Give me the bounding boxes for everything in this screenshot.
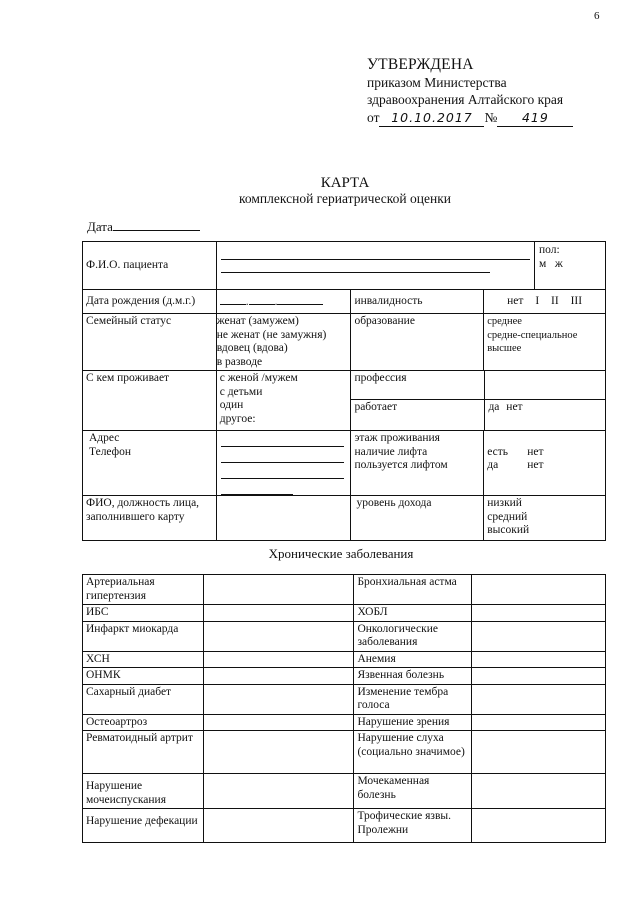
page-number: 6 bbox=[594, 10, 600, 22]
chronic-disease-label: Нарушение слуха (социально значимое) bbox=[354, 731, 472, 774]
family-options bbox=[216, 314, 351, 371]
chronic-row bbox=[83, 684, 606, 714]
lift-options bbox=[484, 431, 606, 496]
profession-label: профессия bbox=[354, 372, 407, 384]
chronic-disease-label: Анемия bbox=[354, 651, 472, 668]
chronic-value-cell[interactable] bbox=[472, 605, 606, 622]
chronic-row bbox=[83, 714, 606, 731]
chronic-disease-label: Бронхиальная астма bbox=[354, 575, 472, 605]
gender-f[interactable]: ж bbox=[554, 257, 563, 270]
education-label: образование bbox=[351, 314, 484, 371]
chronic-value-cell[interactable] bbox=[203, 621, 354, 651]
approval-title: УТВЕРЖДЕНА bbox=[367, 56, 474, 73]
lives-with-option[interactable]: с детьми bbox=[219, 385, 263, 398]
chronic-value-cell[interactable] bbox=[203, 684, 354, 714]
chronic-row bbox=[83, 651, 606, 668]
chronic-row bbox=[83, 621, 606, 651]
phone-field[interactable] bbox=[221, 485, 293, 495]
disability-option[interactable]: II bbox=[551, 294, 559, 307]
chronic-disease-label: Ревматоидный артрит bbox=[83, 731, 204, 774]
chronic-value-cell[interactable] bbox=[472, 714, 606, 731]
income-option[interactable]: низкий bbox=[487, 497, 522, 509]
chronic-disease-label: Инфаркт миокарда bbox=[83, 621, 204, 651]
chronic-value-cell[interactable] bbox=[203, 651, 354, 668]
chronic-disease-label: ИБС bbox=[83, 605, 204, 622]
disability-option[interactable]: III bbox=[570, 294, 583, 307]
approval-from-label: от bbox=[367, 109, 380, 125]
chronic-disease-label: Мочекаменная болезнь bbox=[354, 774, 472, 809]
chronic-disease-label: ОНМК bbox=[83, 668, 204, 685]
education-option[interactable]: среднее bbox=[487, 316, 522, 327]
chronic-disease-label: Изменение тембра голоса bbox=[354, 684, 472, 714]
works-label: работает bbox=[354, 401, 398, 413]
income-option[interactable]: высокий bbox=[487, 524, 530, 536]
approval-date: 10.10.2017 bbox=[379, 109, 484, 128]
chronic-value-cell[interactable] bbox=[203, 774, 354, 809]
family-option[interactable]: не женат (не замужня) bbox=[216, 328, 327, 341]
family-option[interactable]: женат (замужем) bbox=[216, 315, 299, 327]
approval-number-label: № bbox=[484, 109, 498, 125]
profession-works-cell bbox=[351, 371, 606, 431]
form-row-family bbox=[83, 314, 606, 371]
chronic-disease-label: Нарушение дефекации bbox=[83, 809, 204, 843]
works-yes[interactable]: да bbox=[488, 401, 500, 413]
chronic-disease-label: Онкологические заболевания bbox=[354, 621, 472, 651]
chronic-value-cell[interactable] bbox=[203, 714, 354, 731]
chronic-row bbox=[83, 605, 606, 622]
education-option[interactable]: высшее bbox=[487, 343, 522, 354]
chronic-disease-label: ХСН bbox=[83, 651, 204, 668]
chronic-value-cell[interactable] bbox=[203, 731, 354, 774]
form-row-fio bbox=[83, 242, 606, 290]
lift-use-no[interactable]: нет bbox=[527, 459, 544, 471]
chronic-value-cell[interactable] bbox=[472, 809, 606, 843]
disability-label: инвалидность bbox=[351, 290, 484, 314]
chronic-value-cell[interactable] bbox=[203, 605, 354, 622]
address-field-1[interactable] bbox=[221, 437, 345, 447]
fio-label: Ф.И.О. пациента bbox=[83, 242, 217, 290]
education-options bbox=[484, 314, 606, 371]
income-option[interactable]: средний bbox=[487, 510, 528, 523]
address-fields bbox=[216, 431, 351, 496]
date-field[interactable] bbox=[113, 218, 200, 231]
family-label: Семейный статус bbox=[83, 314, 217, 371]
chronic-disease-label: Сахарный диабет bbox=[83, 684, 204, 714]
approval-line3: здравоохранения Алтайского края bbox=[367, 92, 564, 107]
approval-block bbox=[367, 56, 573, 127]
phone-label: Телефон bbox=[89, 445, 132, 458]
chronic-disease-label: Артериальная гипертензия bbox=[83, 575, 204, 605]
approval-date-line bbox=[367, 109, 573, 128]
lives-with-option[interactable]: другое: bbox=[219, 412, 256, 425]
chronic-disease-label: Нарушение мочеиспускания bbox=[83, 774, 204, 809]
chronic-disease-label: Остеоартроз bbox=[83, 714, 204, 731]
date-line bbox=[87, 218, 200, 235]
lives-with-option[interactable]: с женой /мужем bbox=[219, 372, 298, 384]
lives-with-options bbox=[216, 371, 351, 431]
education-option[interactable]: средне-специальное bbox=[487, 329, 578, 341]
address-field-2[interactable] bbox=[221, 453, 345, 463]
dob-label: Дата рождения (д.м.г.) bbox=[83, 290, 217, 314]
chronic-value-cell[interactable] bbox=[472, 684, 606, 714]
lift-present-no[interactable]: нет bbox=[527, 445, 544, 458]
family-option[interactable]: в разводе bbox=[216, 355, 263, 368]
works-no[interactable]: нет bbox=[506, 401, 523, 413]
approval-number: 419 bbox=[497, 109, 573, 128]
page-subtitle: комплексной гериатрической оценки bbox=[239, 191, 451, 206]
chronic-disease-label: ХОБЛ bbox=[354, 605, 472, 622]
fio-field-line2[interactable] bbox=[221, 263, 490, 273]
dob-field[interactable]: . . bbox=[216, 290, 351, 314]
fio-field-line1[interactable] bbox=[221, 250, 530, 260]
floor-label: этаж проживания bbox=[354, 432, 440, 444]
chronic-disease-label: Нарушение зрения bbox=[354, 714, 472, 731]
chronic-diseases-table bbox=[82, 574, 606, 843]
chronic-row bbox=[83, 809, 606, 843]
chronic-disease-label: Трофические язвы. Пролежни bbox=[354, 809, 472, 843]
disability-option[interactable]: I bbox=[535, 294, 540, 307]
form-row-filler bbox=[83, 496, 606, 541]
chronic-diseases-title: Хронические заболевания bbox=[268, 546, 414, 561]
lift-use-yes[interactable]: да bbox=[487, 459, 499, 471]
chronic-value-cell[interactable] bbox=[203, 809, 354, 843]
lift-use-label: пользуется лифтом bbox=[354, 459, 448, 471]
chronic-value-cell[interactable] bbox=[472, 575, 606, 605]
chronic-row bbox=[83, 668, 606, 685]
chronic-value-cell[interactable] bbox=[472, 774, 606, 809]
family-option[interactable]: вдовец (вдова) bbox=[216, 342, 288, 354]
page-title: КАРТА bbox=[320, 175, 370, 191]
chronic-value-cell[interactable] bbox=[203, 668, 354, 685]
chronic-value-cell[interactable] bbox=[203, 575, 354, 605]
date-label: Дата bbox=[87, 219, 113, 234]
address-label: Адрес bbox=[89, 432, 120, 444]
chronic-value-cell[interactable] bbox=[472, 668, 606, 685]
gender-label: пол: bbox=[539, 244, 560, 256]
lift-labels bbox=[351, 431, 484, 496]
income-options bbox=[484, 496, 606, 541]
lives-with-label: С кем проживает bbox=[83, 371, 217, 431]
disability-option[interactable]: нет bbox=[507, 294, 524, 307]
approval-line2: приказом Министерства bbox=[367, 74, 507, 90]
disability-options bbox=[484, 290, 606, 314]
fio-cell bbox=[216, 242, 605, 290]
chronic-row bbox=[83, 731, 606, 774]
address-phone-cell bbox=[83, 431, 217, 496]
chronic-row bbox=[83, 774, 606, 809]
address-field-3[interactable] bbox=[221, 469, 345, 479]
lives-with-option[interactable]: один bbox=[219, 399, 244, 411]
chronic-value-cell[interactable] bbox=[472, 731, 606, 774]
chronic-disease-label: Язвенная болезнь bbox=[354, 668, 472, 685]
form-row-dob bbox=[83, 290, 606, 314]
income-label: уровень дохода bbox=[351, 496, 484, 541]
gender-m[interactable]: м bbox=[539, 257, 547, 270]
filler-field[interactable] bbox=[216, 496, 351, 541]
chronic-value-cell[interactable] bbox=[472, 651, 606, 668]
lift-present-label: наличие лифта bbox=[354, 445, 428, 458]
profession-field[interactable] bbox=[484, 371, 605, 399]
chronic-row bbox=[83, 575, 606, 605]
form-row-lives-with bbox=[83, 371, 606, 431]
chronic-value-cell[interactable] bbox=[472, 621, 606, 651]
patient-form-table bbox=[82, 241, 606, 541]
filler-label: ФИО, должность лица, заполнившего карту bbox=[83, 496, 217, 541]
lift-present-yes[interactable]: есть bbox=[487, 445, 508, 458]
form-row-address bbox=[83, 431, 606, 496]
